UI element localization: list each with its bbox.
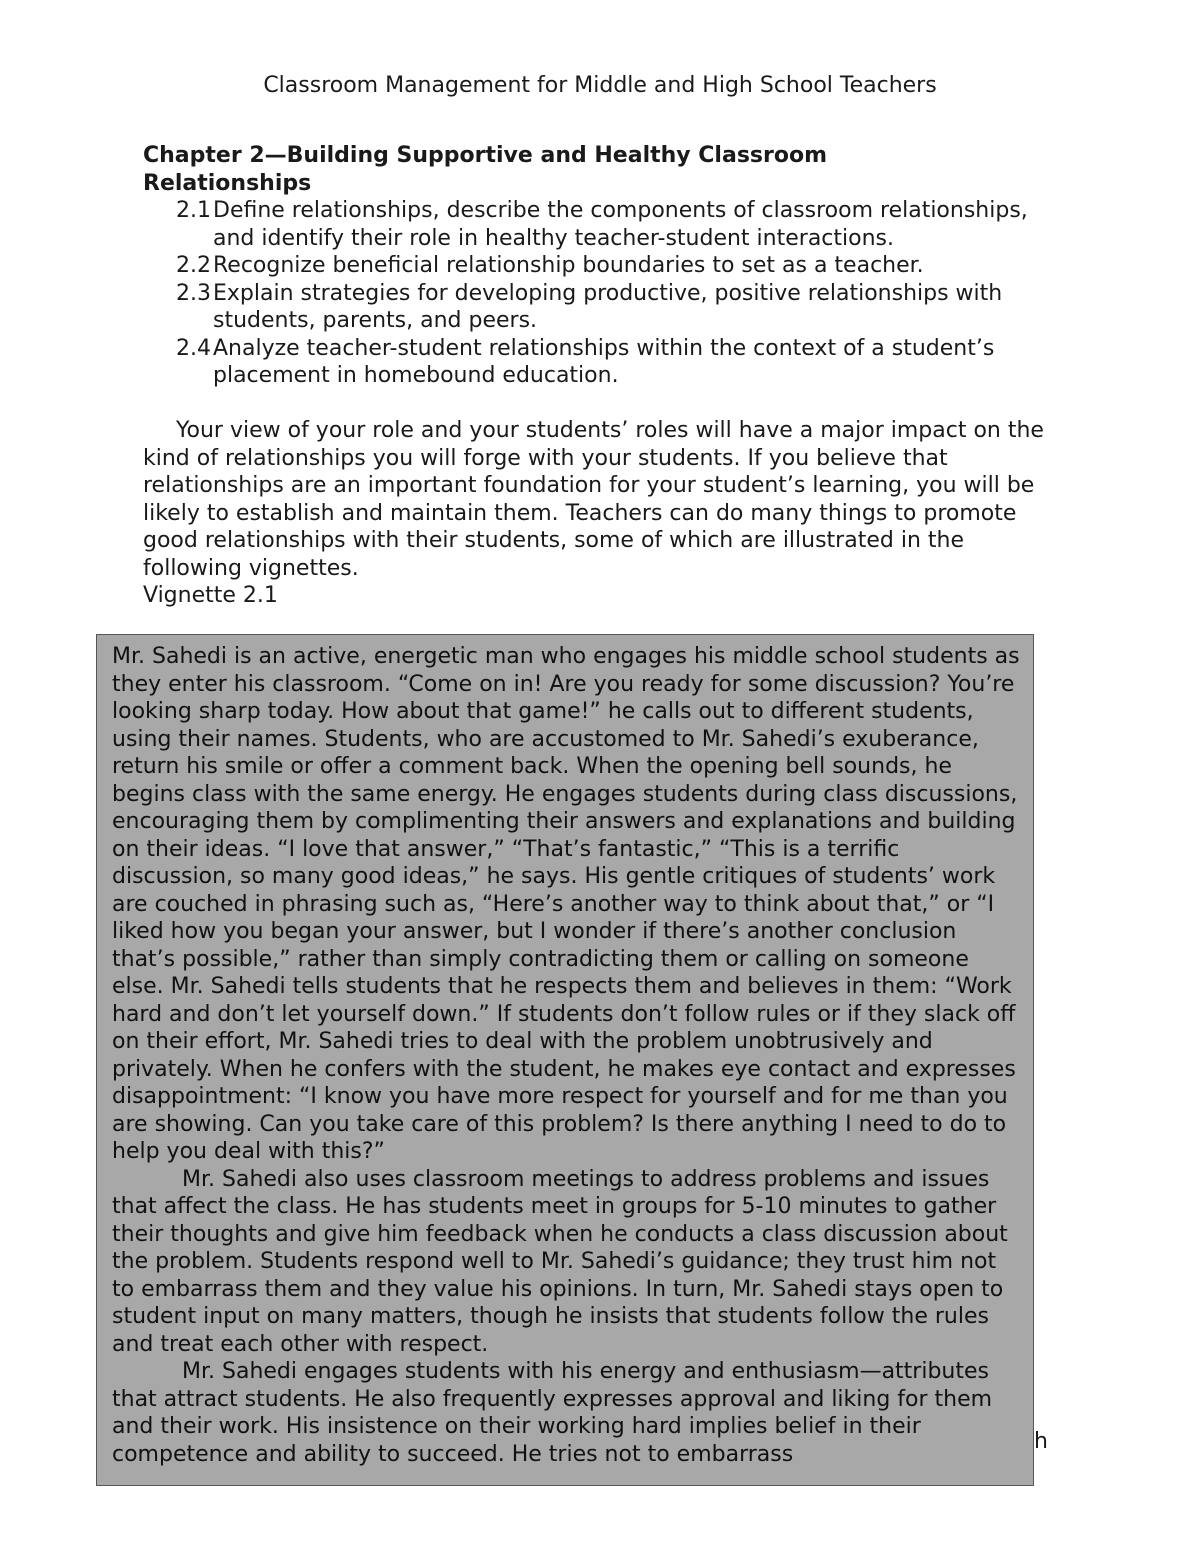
intro-paragraph: Your view of your role and your students’ roles will have a major impact on the kind of relationships you will forge with your students. If you believe that relationships are an important foundation for your student’s learning, you will be likely to establish and maintain them. Teachers can do many things to promote good relationships with their students, some of which are illustrated in the following vignettes. [143,418,1044,581]
objective-number: 2.1 [176,198,211,223]
objective-number: 2.4 [176,335,211,361]
objective-text: Define relationships, describe the components of classroom relationships, and identify their role in healthy teacher-student interactions. [213,198,1028,251]
objective-text: Recognize beneficial relationship boundaries to set as a teacher. [213,253,924,278]
objective-number: 2.2 [176,253,211,278]
vignette-box [96,634,1034,1486]
document-header: Classroom Management for Middle and High School Teachers [263,73,937,98]
paragraph-spacer [143,390,1063,418]
vignette-paragraph: Mr. Sahedi also uses classroom meetings to address problems and issues that affect the class. He has students meet in groups for 5-10 minutes to gather their thoughts and give him feedback when he conducts a class discussion about the problem. Students respond well to Mr. Sahedi’s guidance; they trust him not to embarrass them and they value his opinions. In turn, Mr. Sahedi stays open to student input on many matters, though he insists that students follow the rules and treat each other with respect. [112,1166,1008,1357]
objective-text: Analyze teacher-student relationships within the context of a student’s placement in homebound education. [213,335,995,388]
vignette-paragraph: Mr. Sahedi engages students with his energy and enthusiasm—attributes that attract students. He also frequently expresses approval and liking for them and their work. His insistence on their working hard implies belief in their competence and ability to succeed. He tries not to embarrass [112,1359,993,1467]
objective-number: 2.3 [176,280,211,306]
chapter-title: Chapter 2—Building Supportive and Healthy Classroom Relationships [143,143,828,196]
objective-text: Explain strategies for developing productive, positive relationships with students, parents, and peers. [213,280,1003,333]
learning-objectives-list [143,197,1063,390]
document-body [143,142,1063,610]
objective-item [143,280,1063,335]
stray-text-mark: h [1034,1429,1048,1454]
vignette-label: Vignette 2.1 [143,583,278,608]
objective-item [143,335,1063,390]
objective-item [143,252,1063,280]
vignette-paragraph: Mr. Sahedi is an active, energetic man who engages his middle school students as they enter his classroom. “Come on in! Are you ready for some discussion? You’re looking sharp today. How about that game!” he calls out to different students, using their names. Students, who are accustomed to Mr. Sahedi’s exuberance, return his smile or offer a comment back. When the opening bell sounds, he begins class with the same energy. He engages students during class discussions, encouraging them by complimenting their answers and explanations and building on their ideas. “I love that answer,” “That’s fantastic,” “This is a terrific discussion, so many good ideas,” he says. His gentle critiques of students’ work are couched in phrasing such as, “Here’s another way to think about that,” or “I liked how you began your answer, but I wonder if there’s another conclusion that’s possible,” rather than simply contradicting them or calling on someone else. Mr. Sahedi tells students that he respects them and believes in them: “Work hard and don’t let yourself down.” If students don’t follow rules or if they slack off on their effort, Mr. Sahedi tries to deal with the problem unobtrusively and privately. When he confers with the student, he makes eye contact and expresses disappointment: “I know you have more respect for yourself and for me than you are showing. Can you take care of this problem? Is there anything I need to do to help you deal with this?” [112,644,1020,1164]
objective-item [143,197,1063,252]
